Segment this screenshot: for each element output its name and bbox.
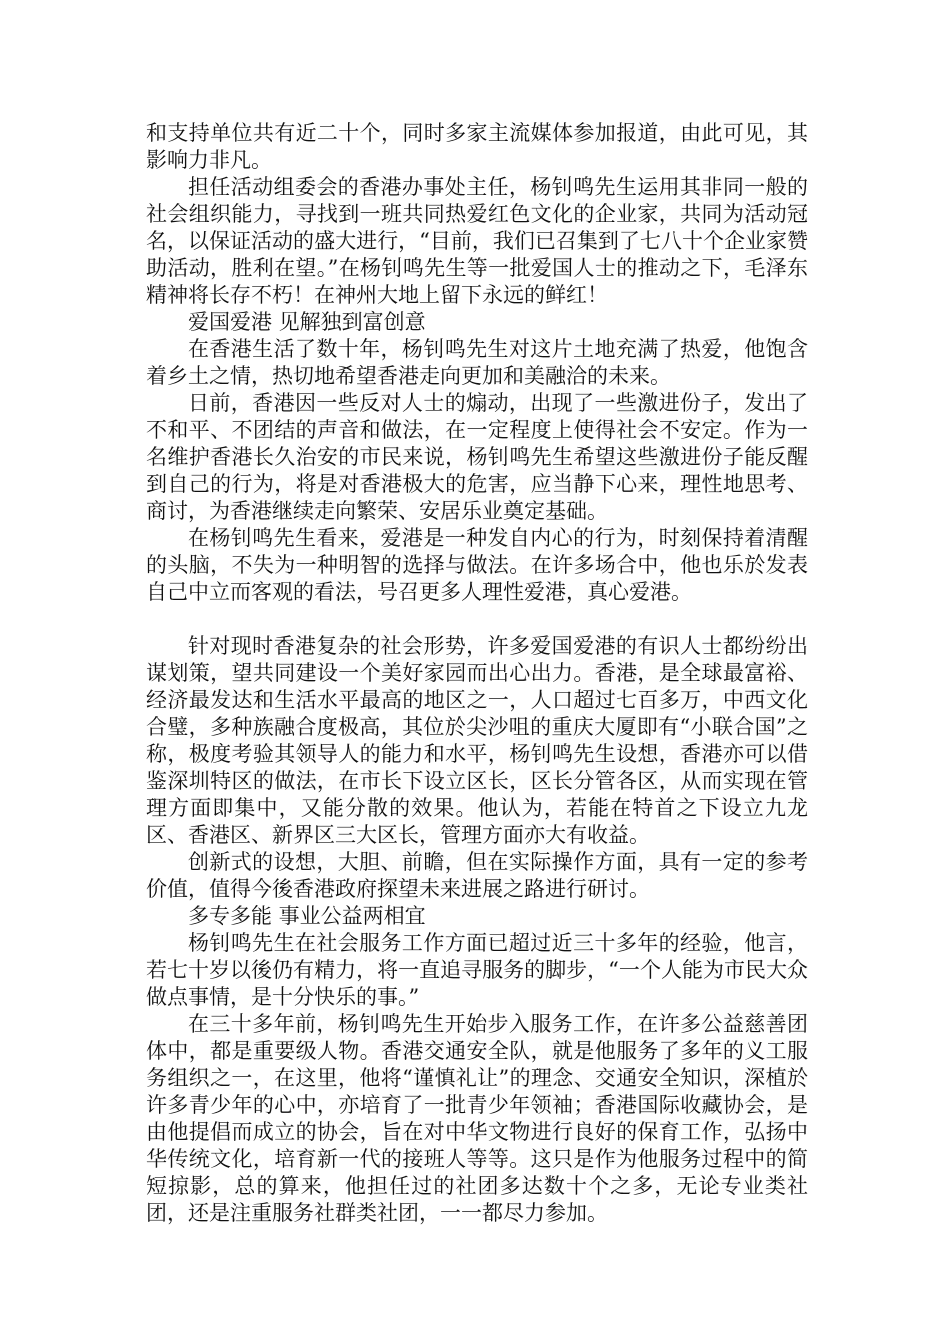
document-page (146, 120, 808, 1227)
body-paragraph: 在三十多年前，杨钊鸣先生开始步入服务工作，在许多公益慈善团体中，都是重要级人物。香港交通安全队，就是他服务了多年的义工服务组织之一，在这里，他将“谨慎礼让”的理念、交通安全知识，深植於许多青少年的心中，亦培育了一批青少年领袖；香港国际收藏协会，是由他提倡而成立的协会，旨在对中华文物进行良好的保育工作，弘扬中华传统文化，培育新一代的接班人等等。这只是作为他服务过程中的简短掠影，总的算来，他担任过的社团多达数十个之多，无论专业类社团，还是注重服务社群类社团，一一都尽力参加。 (146, 1012, 808, 1225)
body-paragraph: 创新式的设想，大胆、前瞻，但在实际操作方面，具有一定的参考价值，值得今後香港政府探望未来进展之路进行研讨。 (146, 850, 808, 901)
body-paragraph: 日前，香港因一些反对人士的煽动，出现了一些激进份子，发出了不和平、不团结的声音和做法，在一定程度上使得社会不安定。作为一名维护香港长久治安的市民来说，杨钊鸣先生希望这些激进份子能反醒到自己的行为，将是对香港极大的危害，应当静下心来，理性地思考、商讨，为香港继续走向繁荣、安居乐业奠定基础。 (146, 391, 808, 523)
body-paragraph: 杨钊鸣先生在社会服务工作方面已超过近三十多年的经验，他言，若七十岁以後仍有精力，将一直追寻服务的脚步，“一个人能为市民大众做点事情，是十分快乐的事。” (146, 931, 808, 1009)
body-paragraph: 在杨钊鸣先生看来，爱港是一种发自内心的行为，时刻保持着清醒的头脑，不失为一种明智的选择与做法。在许多场合中，他也乐於发表自己中立而客观的看法，号召更多人理性爱港，真心爱港。 (146, 526, 808, 604)
section-heading: 爱国爱港 见解独到富创意 (188, 310, 426, 334)
body-paragraph: 在香港生活了数十年，杨钊鸣先生对这片土地充满了热爱，他饱含着乡土之情，热切地希望香港走向更加和美融洽的未来。 (146, 337, 808, 388)
body-paragraph: 针对现时香港复杂的社会形势，许多爱国爱港的有识人士都纷纷出谋划策，望共同建设一个美好家园而出心出力。香港，是全球最富裕、经济最发达和生活水平最高的地区之一，人口超过七百多万，中西文化合璧，多种族融合度极高，其位於尖沙咀的重庆大厦即有“小联合国”之称，极度考验其领导人的能力和水平，杨钊鸣先生设想，香港亦可以借鉴深圳特区的做法，在市长下设立区长，区长分管各区，从而实现在管理方面即集中，又能分散的效果。他认为，若能在特首之下设立九龙区、香港区、新界区三大区长，管理方面亦大有收益。 (146, 634, 808, 847)
body-paragraph: 担任活动组委会的香港办事处主任，杨钊鸣先生运用其非同一般的社会组织能力，寻找到一班共同热爱红色文化的企业家，共同为活动冠名，以保证活动的盛大进行，“目前，我们已召集到了七八十个企业家赞助活动，胜利在望。”在杨钊鸣先生等一批爱国人士的推动之下，毛泽东精神将长存不朽！在神州大地上留下永远的鲜红！ (146, 175, 808, 307)
paragraph-spacer (146, 606, 808, 633)
section-heading: 多专多能 事业公益两相宜 (188, 904, 426, 928)
body-paragraph: 和支持单位共有近二十个，同时多家主流媒体参加报道，由此可见，其影响力非凡。 (146, 121, 808, 172)
